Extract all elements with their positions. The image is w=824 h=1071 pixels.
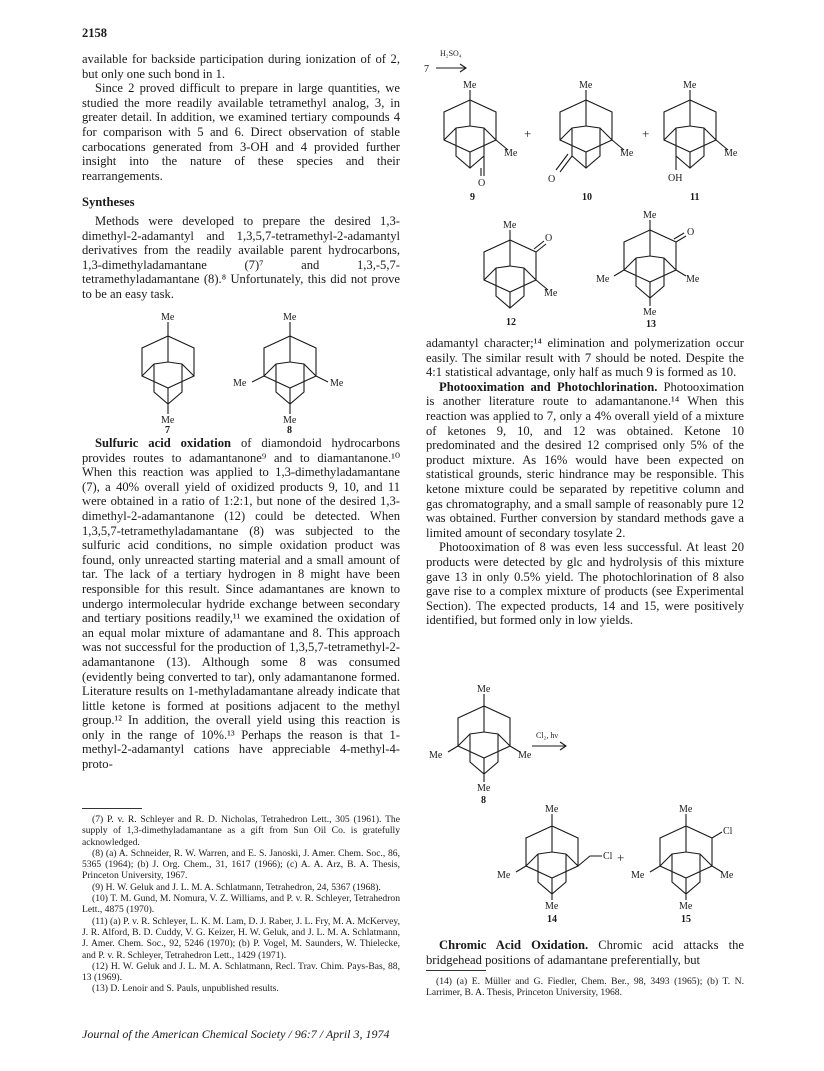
paragraph: available for backside participation during ionization of of 2, but only one such bond in 1. <box>82 52 400 81</box>
methyl-label: Me <box>683 80 697 91</box>
methyl-label: Me <box>720 870 734 881</box>
paragraph-text: of diamondoid hydrocarbons provides routes to adamantanone⁹ and to diamantanone.¹⁰ When this reaction was applied to 1,3-dimethyladamantane (7), a 40% overall yield of oxidized products 9, 10, and 11 were obtained in a ratio of 1:2:1, but none of the desired 1,3-dimethyl-2-adamantanone (12) could be detected. When 1,3,5,7-tetramethyladamantane (8) was subjected to the sulfuric acid conditions, no simple oxidation product was found, only unreacted starting material and a small amount of tar. The lack of a tertiary hydrogen in 8 might have been responsible for this result. Since adamantanes are known to undergo intermolecular hydride exchange between secondary and tertiary positions readily,¹¹ we examined the oxidation of an equal molar mixture of adamantane and 8. This approach was not successful for the production of 1,3,5,7-tetramethyl-2-adamantanone (13). Although some 8 was consumed (evidently being converted to tar), only adamantanone formed. Literature results on 1-methyladamantane already indicate that little ketone is formed at positions adjacent to the methyl group.¹² In addition, the overall yield using this reaction is only in the range of 10%.¹³ Perhaps the reason is that 1-methyl-2-adamantyl cations have appreciable 4-methyl-4-proto- <box>82 436 400 772</box>
right-column-top <box>426 336 744 628</box>
methyl-label: Me <box>497 870 511 881</box>
methyl-label: Me <box>161 312 175 323</box>
methyl-label: Me <box>477 684 491 695</box>
compound-label-10: 10 <box>582 192 592 203</box>
left-column-bottom <box>82 436 400 772</box>
scheme-sulfuric-acid-oxidation <box>420 44 750 336</box>
footnote: (13) D. Lenoir and S. Pauls, unpublished results. <box>92 983 279 995</box>
methyl-label: Me <box>330 378 344 389</box>
methyl-label: Me <box>518 750 532 761</box>
hydroxyl-label: OH <box>668 173 683 184</box>
compound-label-11: 11 <box>690 192 700 203</box>
compound-label-12: 12 <box>506 317 516 328</box>
methyl-label: Me <box>643 307 657 318</box>
methyl-label: Me <box>283 415 297 426</box>
compound-label-15: 15 <box>681 914 691 925</box>
methyl-label: Me <box>620 148 634 159</box>
methyl-label: Me <box>631 870 645 881</box>
methyl-label: Me <box>504 148 518 159</box>
plus-sign: + <box>642 126 650 141</box>
methyl-label: Me <box>679 804 693 815</box>
paragraph: Since 2 proved difficult to prepare in large quantities, we studied the more readily available tetramethyl analog, 3, in greater detail. In addition, we examined tertiary compounds 4 for comparison with 5 and 6. Direct observation of stable carbocations generated from 3-OH and 4 provided further insight into the nature of these species and their rearrangements. <box>82 81 400 183</box>
chloromethyl-14 <box>497 804 613 925</box>
section-heading: Syntheses <box>82 195 135 210</box>
methyl-label: Me <box>233 378 247 389</box>
methyl-label: Me <box>724 148 738 159</box>
compound-label-8: 8 <box>287 425 292 434</box>
reagent-label: H₂SO₄ <box>440 49 462 58</box>
ketone-13 <box>596 210 700 330</box>
paragraph <box>426 380 744 541</box>
methyl-label: Me <box>579 80 593 91</box>
methyl-label: Me <box>643 210 657 221</box>
methyl-label: Me <box>161 415 175 426</box>
methyl-label: Me <box>545 901 559 912</box>
ketone-12 <box>484 220 558 328</box>
reagent-label: Cl₂, hν <box>536 731 558 740</box>
methyl-label: Me <box>503 220 517 231</box>
footnote-rule <box>82 808 142 809</box>
oxygen-label: O <box>548 174 556 185</box>
adamantane-8-reactant <box>429 684 532 806</box>
compound-label-14: 14 <box>547 914 557 925</box>
run-in-heading: Photooximation and Photochlorination. <box>439 379 658 394</box>
oxygen-label: O <box>687 227 695 238</box>
reaction-arrow <box>532 742 566 750</box>
reaction-arrow <box>436 64 466 72</box>
left-column-top <box>82 52 400 302</box>
methyl-label: Me <box>686 274 700 285</box>
compound-label-9: 9 <box>470 192 475 203</box>
plus-sign: + <box>617 850 625 865</box>
chloride-15 <box>631 804 734 925</box>
footnote: (8) (a) A. Schneider, R. W. Warren, and E. S. Janoski, J. Amer. Chem. Soc., 86, 5365 (1964); (b) J. Org. Chem., 31, 1617 (1966); (c) A. A. Arz, B. A. Thesis, Princeton University, 1967. <box>82 847 400 882</box>
compound-label-7: 7 <box>165 425 170 434</box>
methyl-label: Me <box>545 804 559 815</box>
footnote-rule <box>426 970 486 971</box>
methyl-label: Me <box>283 312 297 323</box>
plus-sign: + <box>524 126 532 141</box>
run-in-heading: Chromic Acid Oxidation. <box>439 938 589 952</box>
adamantane-8 <box>233 312 344 434</box>
oxygen-label: O <box>478 178 486 189</box>
methyl-label: Me <box>477 783 491 794</box>
methyl-label: Me <box>544 288 558 299</box>
scheme-photochlorination <box>420 684 750 934</box>
footnote: (14) (a) E. Müller and G. Fiedler, Chem. Ber., 98, 3493 (1965); (b) T. N. Larrimer, B. A. Thesis, Princeton University, 1968. <box>426 976 744 999</box>
page-number: 2158 <box>82 26 107 40</box>
paragraph: Photooximation of 8 was even less successful. At least 20 products were detected by glc and hydrolysis of this mixture gave 13 in only 0.5% yield. The photochlorination of 8 also gave rise to a complex mixture of products (see Experimental Section). The expected products, 14 and 15, were positively identified, but formed only in low yields. <box>426 540 744 628</box>
right-column-bottom <box>426 938 744 967</box>
methyl-label: Me <box>463 80 477 91</box>
adamantane-7 <box>142 312 194 434</box>
footnote: (7) P. v. R. Schleyer and R. D. Nicholas, Tetrahedron Lett., 305 (1961). The supply of 1,3-dimethyladamantane as a gift from Sun Oil Co. is gratefully acknowledged. <box>82 814 400 848</box>
methyl-label: Me <box>596 274 610 285</box>
footnote: (11) (a) P. v. R. Schleyer, L. K. M. Lam, D. J. Raber, J. L. Fry, M. A. McKervey, J. R. Alford, B. D. Cuddy, V. G. Keizer, H. W. Geluk, and J. L. M. A. Schlatmann, J. Amer. Chem. Soc., 92, 5246 (1970); (b) P. Vogel, M. Saunders, W. Thielecke, and P. v. R. Schleyer, Tetrahedron Lett., 1429 (1971). <box>82 915 400 961</box>
chlorine-label: Cl <box>723 826 733 837</box>
run-in-heading: Sulfuric acid oxidation <box>95 436 232 450</box>
paragraph: adamantyl character;¹⁴ elimination and polymerization occur easily. The similar result with 7 should be noted. Despite the 4:1 statistical advantage, only half as much 9 is formed as 10. <box>426 336 744 380</box>
footnote: (10) T. M. Gund, M. Nomura, V. Z. Williams, and P. v. R. Schleyer, Tetrahedron Lett., 4875 (1970). <box>82 893 400 916</box>
paragraph-text: Chromic acid attacks the bridgehead positions of adamantane preferentially, but <box>426 938 744 967</box>
methyl-label: Me <box>679 901 693 912</box>
methyl-label: Me <box>429 750 443 761</box>
footnote: (9) H. W. Geluk and J. L. M. A. Schlatmann, Tetrahedron, 24, 5367 (1968). <box>92 881 381 893</box>
paragraph-text: Photooximation is another literature route to adamantanone.¹⁴ When this reaction was applied to 7, only a 4% overall yield of a mixture of ketones 9, 10, and 12 was obtained. Ketone 10 predominated and the desired 12 comprised only 5% of the product mixture. As 16% would have been expected on statistical grounds, steric hindrance may be responsible. This ketone mixture could be separated by repetitive column and gas chromatography, and a small sample of reasonably pure 12 was obtained. Further conversion by standard methods gave a limited amount of secondary tosylate 2. <box>426 379 744 540</box>
paragraph <box>426 938 744 967</box>
oxygen-label: O <box>545 233 553 244</box>
compound-label-8: 8 <box>481 795 486 806</box>
paragraph <box>82 436 400 772</box>
ketone-9 <box>444 80 518 203</box>
ketone-10 <box>548 80 634 203</box>
scheme-compounds-7-8 <box>120 310 360 434</box>
starting-compound-ref: 7 <box>424 64 429 75</box>
footnotes-left <box>82 814 400 995</box>
footnote: (12) H. W. Geluk and J. L. M. A. Schlatmann, Recl. Trav. Chim. Pays-Bas, 88, 13 (1969). <box>82 960 400 984</box>
chlorine-label: Cl <box>603 851 613 862</box>
journal-footer: Journal of the American Chemical Society / 96:7 / April 3, 1974 <box>82 1027 390 1041</box>
alcohol-11 <box>664 80 738 203</box>
footnotes-right <box>426 976 744 999</box>
compound-label-13: 13 <box>646 319 656 330</box>
paragraph: Methods were developed to prepare the desired 1,3-dimethyl-2-adamantyl and 1,3,5,7-tetramethyl-2-adamantyl derivatives from the readily available parent hydrocarbons, 1,3-dimethyladamantane (7)⁷ and 1,3,-5,7-tetramethyladamantane (8).⁸ Unfortunately, this did not prove to be an easy task. <box>82 213 400 301</box>
